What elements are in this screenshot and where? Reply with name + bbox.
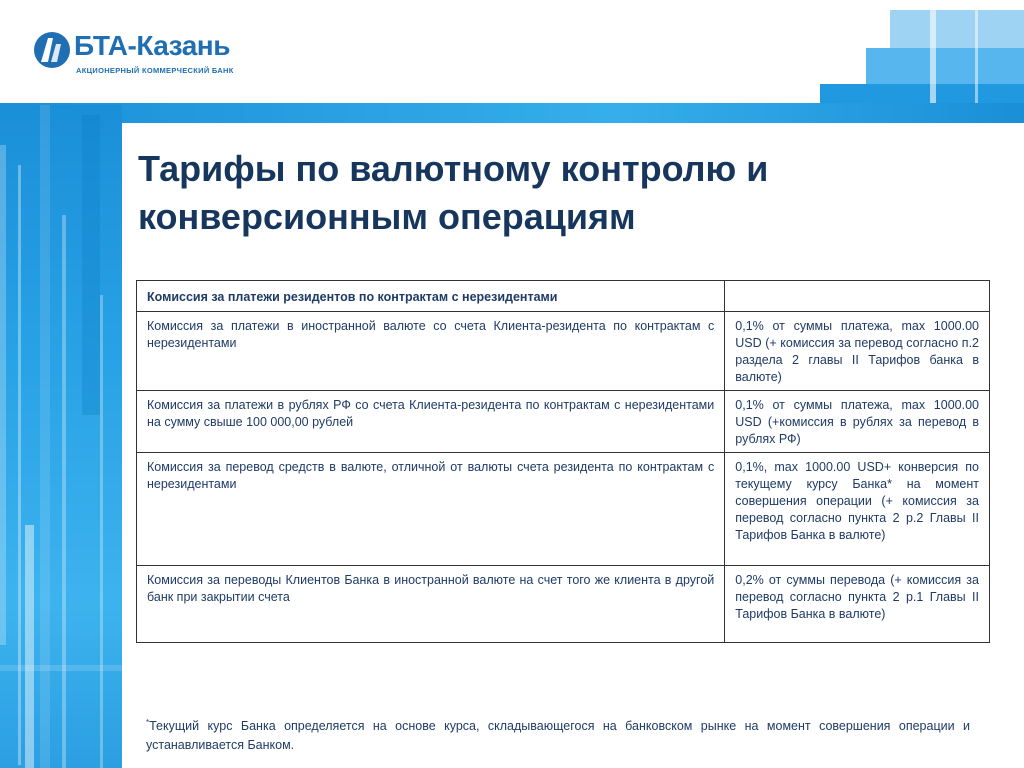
table-header-right	[725, 281, 990, 312]
page-title: Тарифы по валютному контролю и конверсионным операциям	[138, 148, 769, 237]
table-header-row	[137, 281, 990, 312]
table-cell-description: Комиссия за платежи в иностранной валюте со счета Клиента-резидента по контрактам с нерезидентами	[137, 312, 725, 391]
table-cell-description: Комиссия за платежи в рублях РФ со счета Клиента-резидента по контрактам с нерезидентами на сумму свыше 100 000,00 рублей	[137, 391, 725, 453]
table-cell-fee: 0,1% от суммы платежа, max 1000.00 USD (+ комиссия за перевод согласно п.2 раздела 2 главы II Тарифов банка в валюте)	[725, 312, 990, 391]
table-row	[137, 453, 990, 566]
table-row	[137, 566, 990, 643]
left-decor-panel	[0, 105, 122, 768]
table-cell-fee: 0,1%, max 1000.00 USD+ конверсия по текущему курсу Банка* на момент совершения операции (+ комиссия за перевод согласно пункта 2 р.2 Главы II Тарифов Банка в валюте)	[725, 453, 990, 566]
footnote	[146, 713, 970, 755]
top-stripe	[0, 103, 1024, 123]
logo-emblem-icon	[34, 32, 70, 68]
table-cell-fee: 0,2% от суммы перевода (+ комиссия за перевод согласно пункта 2 р.1 Главы II Тарифов Банка в валюте)	[725, 566, 990, 643]
logo-wordmark: БТА-Казань	[74, 30, 230, 61]
table-row	[137, 312, 990, 391]
bank-logo	[34, 30, 234, 80]
table-cell-description: Комиссия за переводы Клиентов Банка в иностранной валюте на счет того же клиента в другой банк при закрытии счета	[137, 566, 725, 643]
table-cell-fee: 0,1% от суммы платежа, max 1000.00 USD (+комиссия в рублях за перевод в рублях РФ)	[725, 391, 990, 453]
table-row	[137, 391, 990, 453]
footnote-marker: *	[146, 718, 150, 727]
footnote-text: Текущий курс Банка определяется на основе курса, складывающегося на банковском рынке на момент совершения операции и устанавливается Банком.	[146, 719, 970, 753]
logo-subtitle: АКЦИОНЕРНЫЙ КОММЕРЧЕСКИЙ БАНК	[76, 66, 234, 75]
table-header-left: Комиссия за платежи резидентов по контрактам с нерезидентами	[137, 281, 725, 312]
table-cell-description: Комиссия за перевод средств в валюте, отличной от валюты счета резидента по контрактам с нерезидентами	[137, 453, 725, 566]
tariffs-table	[136, 280, 990, 643]
left-panel-pattern	[0, 105, 122, 768]
